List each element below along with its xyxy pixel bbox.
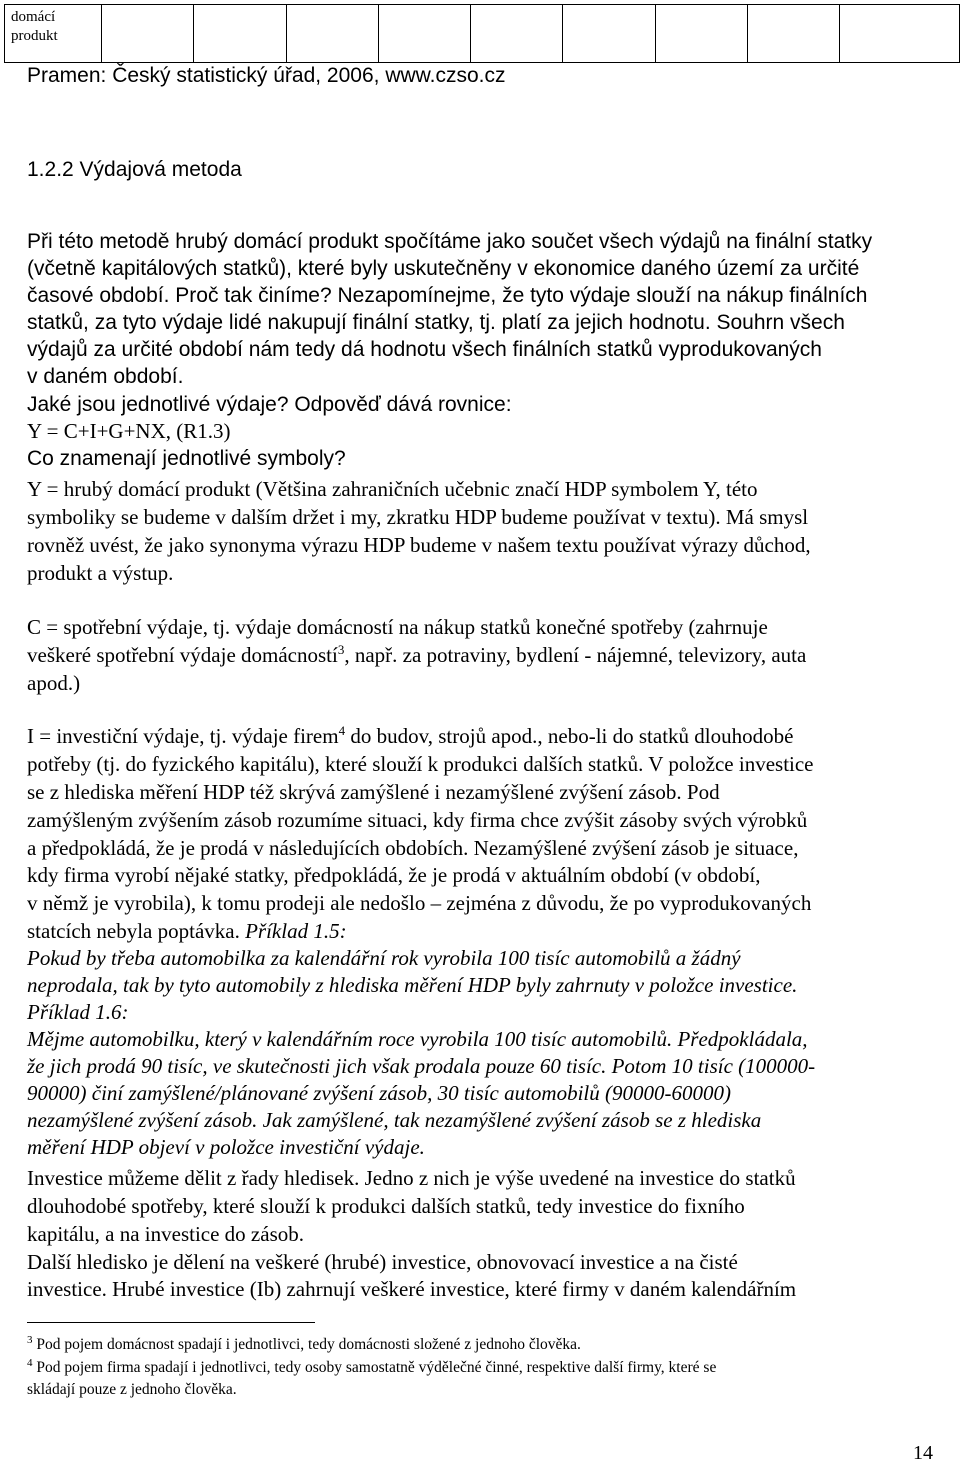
text-line-italic: 90000) činí zamýšlené/plánované zvýšení zásob, 30 tisíc automobilů (90000-60000) [27, 1081, 731, 1105]
example-label: Příklad 1.5: [245, 919, 347, 943]
text-line: výdajů za určité období nám tedy dá hodnotu všech finálních statků vyprodukovaných [27, 338, 822, 361]
text-line: potřeby (tj. do fyzického kapitálu), které slouží k produkci dalších statků. V položce investice [27, 752, 814, 776]
footnote-text: Pod pojem firma spadají i jednotlivci, tedy osoby samostatně výdělečné činné, respektive další firmy, které se [32, 1359, 717, 1376]
text-line: Při této metodě hrubý domácí produkt spočítáme jako součet všech výdajů na finální statky [27, 230, 873, 253]
text-line: investice. Hrubé investice (Ib) zahrnují veškeré investice, které firmy v daném kalendářním [27, 1277, 797, 1301]
text-line: Další hledisko je dělení na veškeré (hrubé) investice, obnovovací investice a na čisté [27, 1250, 738, 1274]
text-line: v němž je vyrobila), k tomu prodeji ale nedošlo – zejména z důvodu, že po vyprodukovaných [27, 891, 812, 915]
text-line [27, 642, 806, 669]
text-line: dlouhodobé spotřeby, které slouží k produkci dalších statků, tedy investice do fixního [27, 1194, 745, 1218]
example-label: Příklad 1.6: [27, 1000, 129, 1024]
text-line: (včetně kapitálových statků), které byly uskutečněny v ekonomice daného území za určité [27, 257, 860, 280]
text-fragment: I = investiční výdaje, tj. výdaje firem [27, 724, 339, 748]
text-line: se z hlediska měření HDP též skrývá zamýšlené i nezamýšlené zvýšení zásob. Pod [27, 780, 720, 804]
table-cell [286, 5, 378, 63]
footnote-mark: 3 [27, 1333, 33, 1346]
text-line: produkt a výstup. [27, 561, 174, 585]
footnote-separator [27, 1322, 315, 1323]
table-cell [471, 5, 563, 63]
table-cell [748, 5, 840, 63]
text-line: kdy firma vyrobí nějaké statky, předpokládá, že je prodá v aktuálním období (v období, [27, 863, 761, 887]
text-fragment: , např. za potraviny, bydlení - nájemné, televizory, auta [344, 643, 807, 667]
table-cell [655, 5, 747, 63]
footnote-4-continuation: skládají pouze z jednoho člověka. [27, 1381, 237, 1398]
table-cell [378, 5, 470, 63]
table-cell [840, 5, 960, 63]
section-heading: 1.2.2 Výdajová metoda [27, 158, 242, 181]
text-line: časové období. Proč tak činíme? Nezapomínejme, že tyto výdaje slouží na nákup finálních [27, 284, 868, 307]
page-number: 14 [913, 1442, 933, 1464]
equation-line: Y = C+I+G+NX, (R1.3) [27, 419, 231, 443]
header-table-fragment [4, 4, 960, 63]
text-line: zamýšleným zvýšením zásob rozumíme situaci, kdy firma chce zvýšit zásoby svých výrobků [27, 808, 808, 832]
text-line [27, 918, 347, 945]
text-fragment: statcích nebyla poptávka. [27, 919, 246, 943]
text-line-italic: Pokud by třeba automobilka za kalendářní rok vyrobila 100 tisíc automobilů a žádný [27, 946, 741, 970]
footnote-text: Pod pojem domácnost spadají i jednotlivci, tedy domácnosti složené z jednoho člověka. [32, 1336, 581, 1353]
text-line: v daném období. [27, 365, 184, 388]
text-line: Y = hrubý domácí produkt (Většina zahraničních učebnic značí HDP symbolem Y, této [27, 477, 758, 501]
text-line: symboliky se budeme v dalším držet i my, zkratku HDP budeme používat v textu). Má smysl [27, 505, 809, 529]
footnote-mark: 4 [27, 1356, 33, 1369]
source-note: Pramen: Český statistický úřad, 2006, www.czso.cz [27, 64, 506, 87]
footnote-ref-3: 3 [337, 642, 345, 657]
text-line: Jaké jsou jednotlivé výdaje? Odpověď dává rovnice: [27, 393, 512, 416]
text-line: kapitálu, a na investice do zásob. [27, 1222, 304, 1246]
text-line-italic: Mějme automobilku, který v kalendářním roce vyrobila 100 tisíc automobilů. Předpokládala, [27, 1027, 808, 1051]
table-cell-domaci-produkt: domácí produkt [5, 5, 102, 63]
footnote-3 [27, 1334, 581, 1355]
table-cell [563, 5, 655, 63]
text-line [27, 723, 793, 750]
table-cell [101, 5, 193, 63]
table-cell [194, 5, 286, 63]
footnote-ref-4: 4 [338, 723, 346, 738]
text-fragment: veškeré spotřební výdaje domácností [27, 643, 338, 667]
text-line: apod.) [27, 671, 81, 695]
text-line: Investice můžeme dělit z řady hledisek. Jedno z nich je výše uvedené na investice do statků [27, 1166, 796, 1190]
text-line: statků, za tyto výdaje lidé nakupují finální statky, tj. platí za jejich hodnotu. Souhrn všech [27, 311, 845, 334]
text-line: Co znamenají jednotlivé symboly? [27, 447, 346, 470]
footnote-4 [27, 1357, 716, 1378]
text-line-italic: že jich prodá 90 tisíc, ve skutečnosti jich však prodala pouze 60 tisíc. Potom 10 tisíc (100000- [27, 1054, 816, 1078]
text-line-italic: měření HDP objeví v položce investiční výdaje. [27, 1135, 425, 1159]
text-line: rovněž uvést, že jako synonyma výrazu HDP budeme v našem textu používat výrazy důchod, [27, 533, 811, 557]
text-line: a předpokládá, že je prodá v následujících obdobích. Nezamýšlené zvýšení zásob je situace, [27, 836, 799, 860]
text-line-italic: neprodala, tak by tyto automobily z hlediska měření HDP byly zahrnuty v položce investice. [27, 973, 798, 997]
text-line: C = spotřební výdaje, tj. výdaje domácností na nákup statků konečné spotřeby (zahrnuje [27, 615, 768, 639]
text-line-italic: nezamýšlené zvýšení zásob. Jak zamýšlené, tak nezamýšlené zvýšení zásob se z hlediska [27, 1108, 762, 1132]
text-fragment: do budov, strojů apod., nebo-li do statků dlouhodobé [345, 724, 794, 748]
